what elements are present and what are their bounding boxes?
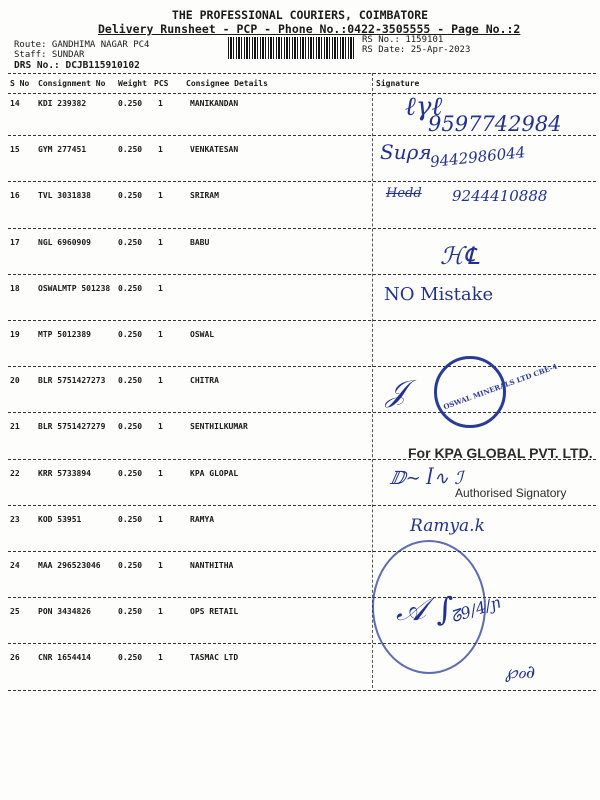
row-weight: 0.250 (118, 237, 143, 247)
row-sno: 25 (10, 607, 20, 617)
row-separator (8, 228, 596, 229)
row-sno: 18 (10, 283, 20, 293)
signature-scribble-14: ℓγℓ (405, 92, 443, 122)
row-weight: 0.250 (118, 145, 143, 155)
row-separator (8, 551, 596, 552)
row-separator (8, 690, 596, 691)
rs-number: RS No.: 1159101 (362, 35, 444, 45)
row-consignee: CHITRA (190, 376, 219, 386)
col-sno-header: S No (10, 79, 30, 88)
signature-ramya: Ramya.k (410, 516, 485, 536)
row-pcs: 1 (158, 283, 163, 293)
row-sno: 22 (10, 468, 20, 478)
row-consignment: KOD 53951 (38, 514, 82, 524)
row-pcs: 1 (158, 653, 163, 663)
row-pcs: 1 (158, 99, 163, 108)
rs-date: RS Date: 25-Apr-2023 (362, 45, 471, 55)
row-consignment: TVL 3031838 (38, 191, 91, 201)
row-pcs: 1 (158, 561, 163, 570)
header-bottom-rule (8, 93, 596, 94)
row-separator (8, 597, 596, 598)
col-consignment-header: Consignment No (38, 79, 106, 88)
signature-no-mistake: NO Mistake (384, 284, 494, 305)
row-consignee: OSWAL (190, 330, 215, 339)
row-sno: 14 (10, 99, 20, 108)
signature-phone-3: 9244410888 (452, 187, 548, 205)
row-sno: 19 (10, 330, 20, 339)
row-weight: 0.250 (118, 99, 143, 108)
row-weight: 0.250 (118, 376, 143, 386)
row-weight: 0.250 (118, 561, 143, 570)
row-consignment: MAA 296523046 (38, 561, 101, 570)
row-consignee: SRIRAM (190, 191, 219, 201)
signature-scribble-16: Hedd (386, 186, 422, 201)
row-pcs: 1 (158, 145, 163, 155)
row-consignment: KRR 5733894 (38, 468, 91, 478)
row-weight: 0.250 (118, 283, 143, 293)
row-sno: 17 (10, 237, 20, 247)
col-signature-header: Signature (376, 79, 420, 88)
row-consignment: BLR 5751427273 (38, 376, 106, 386)
route-label: Route: GANDHIMA NAGAR PC4 (14, 40, 150, 50)
row-consignee: KPA GLOPAL (190, 468, 239, 478)
row-consignee: VENKATESAN (190, 145, 239, 155)
company-title: THE PROFESSIONAL COURIERS, COIMBATORE (171, 8, 429, 22)
row-consignee: RAMYA (190, 514, 215, 524)
row-weight: 0.250 (118, 422, 143, 432)
col-pcs-header: PCS (154, 79, 169, 88)
signature-scribble-15: Ѕиρя (380, 140, 432, 164)
row-consignment: OSWALMTP 501238 (38, 283, 111, 293)
signature-phone-2: 9442986044 (429, 143, 527, 171)
row-consignment: MTP 5012389 (38, 330, 91, 339)
row-sno: 24 (10, 561, 20, 570)
row-weight: 0.250 (118, 468, 143, 478)
row-sno: 16 (10, 191, 20, 201)
oswal-stamp-text: OSWAL MINERALS LTD CBE-4 (442, 361, 559, 412)
row-separator (8, 643, 596, 644)
row-pcs: 1 (158, 237, 163, 247)
barcode (228, 37, 356, 59)
row-consignee: MANIKANDAN (190, 99, 239, 108)
row-consignment: KDI 239382 (38, 99, 87, 108)
row-weight: 0.250 (118, 514, 143, 524)
row-separator (8, 274, 596, 275)
row-weight: 0.250 (118, 191, 143, 201)
row-consignment: PON 3434826 (38, 607, 91, 617)
signature-scribble-25: 𝒜 ∫ (396, 590, 454, 628)
signature-phone-1: 9597742984 (428, 112, 562, 136)
row-separator (8, 181, 596, 182)
header-top-rule (8, 73, 596, 74)
row-pcs: 1 (158, 422, 163, 432)
row-consignment: GYM 277451 (38, 145, 87, 155)
kpa-company-stamp: For KPA GLOBAL PVT. LTD. (408, 445, 593, 461)
drs-number: DRS No.: DCJB115910102 (14, 60, 140, 71)
row-weight: 0.250 (118, 330, 143, 339)
row-sno: 26 (10, 653, 20, 663)
col-weight-header: Weight (118, 79, 147, 88)
kpa-authorised-signatory: Authorised Signatory (455, 486, 567, 500)
signature-scribble-17: ℋ℄ (440, 242, 480, 270)
row-consignee: OPS RETAIL (190, 607, 239, 617)
row-sno: 23 (10, 514, 20, 524)
row-consignment: NGL 6960909 (38, 237, 91, 247)
row-pcs: 1 (158, 191, 163, 201)
row-separator (8, 412, 596, 413)
row-separator (8, 320, 596, 321)
row-consignment: BLR 5751427279 (38, 422, 106, 432)
row-consignee: TASMAC LTD (190, 653, 239, 663)
row-sno: 15 (10, 145, 20, 155)
signature-date-25: ᘔ9/4/ɲ (448, 592, 504, 627)
runsheet-subtitle: Delivery Runsheet - PCP - Phone No.:0422-3505555 - Page No.:2 (98, 22, 521, 36)
row-sno: 21 (10, 422, 20, 432)
row-weight: 0.250 (118, 653, 143, 663)
row-consignee: NANTHITHA (190, 561, 234, 570)
row-sno: 20 (10, 376, 20, 386)
row-consignment: CNR 1654414 (38, 653, 91, 663)
signature-scribble-22: ⅅ∼ ꟾ∿ ℐ (390, 468, 463, 489)
col-consignee-header: Consignee Details (186, 79, 268, 88)
row-pcs: 1 (158, 376, 163, 386)
row-weight: 0.250 (118, 607, 143, 617)
row-consignee: BABU (190, 237, 210, 247)
signature-scribble-20: 𝒥 (386, 374, 407, 409)
row-separator (8, 505, 596, 506)
row-pcs: 1 (158, 330, 163, 339)
row-pcs: 1 (158, 468, 163, 478)
row-pcs: 1 (158, 607, 163, 617)
signature-scribble-26: ℘ℴ∂ (505, 662, 536, 683)
row-consignee: SENTHILKUMAR (190, 422, 248, 432)
row-pcs: 1 (158, 514, 163, 524)
staff-label: Staff: SUNDAR (14, 50, 85, 60)
row-separator (8, 366, 596, 367)
